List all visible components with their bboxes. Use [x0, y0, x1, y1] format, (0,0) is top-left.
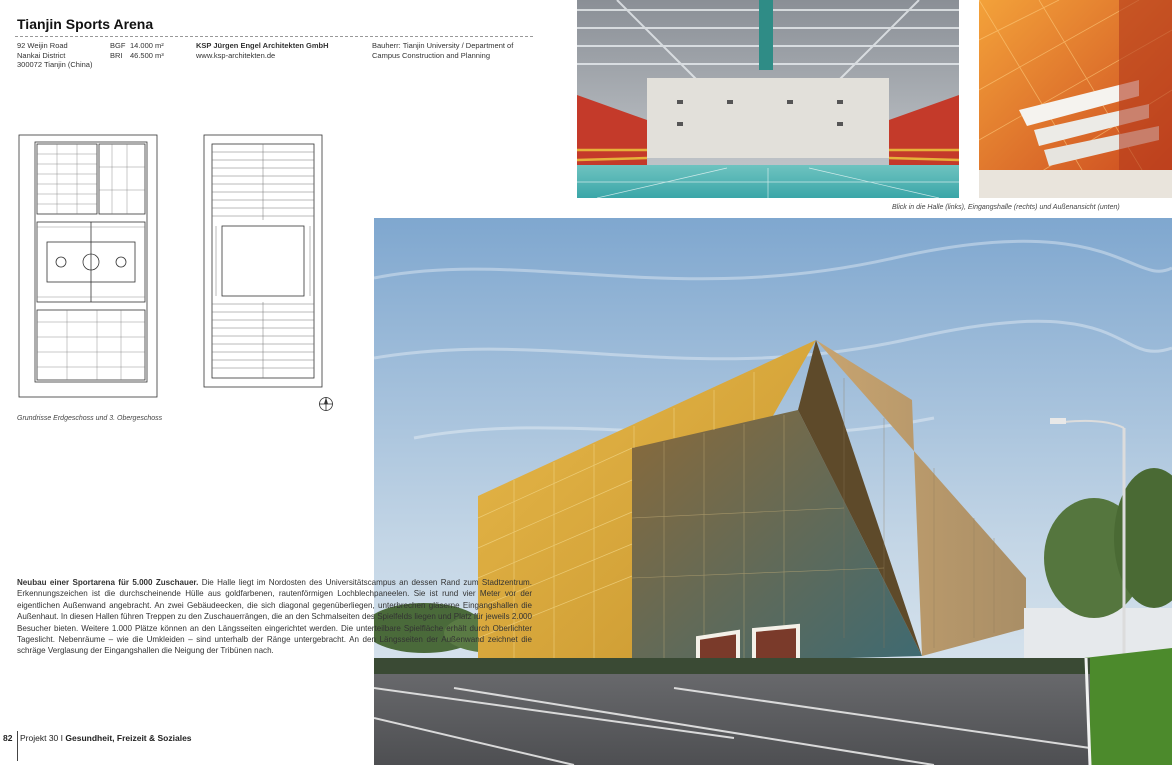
address-line-1: 92 Weijin Road — [17, 41, 68, 50]
photo-exterior — [374, 218, 1172, 765]
client-line-2: Campus Construction and Planning — [372, 50, 490, 60]
architect-url[interactable]: www.ksp-architekten.de — [196, 50, 276, 60]
floor-plan-third — [202, 132, 324, 390]
footer-separator: I — [60, 733, 64, 743]
metrics-labels — [110, 41, 125, 60]
floor-plan-ground — [17, 132, 159, 400]
photo-interior-hall — [577, 0, 959, 198]
client-block — [372, 41, 513, 60]
footer-vertical-rule — [17, 731, 18, 761]
page-number: 82 — [3, 733, 13, 743]
metrics-values — [130, 41, 164, 60]
architect-block — [196, 41, 329, 60]
footer-project: Projekt 30 — [20, 733, 59, 743]
page-title: Tianjin Sports Arena — [17, 16, 154, 32]
caption-plans: Grundrisse Erdgeschoss und 3. Obergeschoss — [17, 415, 163, 422]
footer-label — [20, 733, 192, 743]
body-paragraph: Die Halle liegt im Nordosten des Universitätscampus an dessen Rand zum Stadtzentrum. Erkennungszeichen ist die durchscheinende Hülle aus goldfarbenen, rautenförmigen Lochblechpaneelen. Sie ist rund vier Meter vor der eigentlichen Außenwand angebracht. An zwei Gebäudeecken, die sich diagonal gegenüberliegen, unterbrechen gläserne Eingangshallen die Außenhaut. In diesen Hallen führen Treppen zu den Zuschauerrängen, die an den Schmalseiten des Spielfelds liegen und Platz für jeweils 2.000 Besucher bieten. Weitere 1.000 Plätze können an den Längsseiten eingerichtet werden. Die unterteilbare Spielfläche erhält durch Oberlichter Tageslicht. Nebenräume – wie die Umkleiden – sind unterhalb der Ränge untergebracht. An den Längsseiten der Außenwand zeichnet die schräge Verglasung der Eingangshallen die Neigung der Tribünen nach. — [17, 578, 532, 656]
caption-photos: Blick in die Halle (links), Eingangshalle (rechts) und Außenansicht (unten) — [892, 204, 1120, 211]
page-footer — [0, 733, 400, 765]
bgf-value: 14.000 m² — [130, 41, 164, 50]
address-line-3: 300072 Tianjin (China) — [17, 60, 93, 70]
north-arrow-icon — [318, 396, 334, 412]
bgf-label: BGF — [110, 41, 126, 50]
photo-entrance-hall — [979, 0, 1172, 198]
bri-label: BRI — [110, 50, 123, 60]
address-line-2: Nankai District — [17, 50, 66, 60]
footer-section: Gesundheit, Freizeit & Soziales — [65, 733, 192, 743]
body-lead: Neubau einer Sportarena für 5.000 Zuschauer. — [17, 578, 199, 587]
address-block — [17, 41, 92, 70]
header-divider — [15, 36, 533, 37]
body-text — [17, 577, 532, 657]
bri-value: 46.500 m³ — [130, 50, 164, 60]
client-line-1: Bauherr: Tianjin University / Department of — [372, 41, 514, 50]
architect-name: KSP Jürgen Engel Architekten GmbH — [196, 41, 329, 50]
